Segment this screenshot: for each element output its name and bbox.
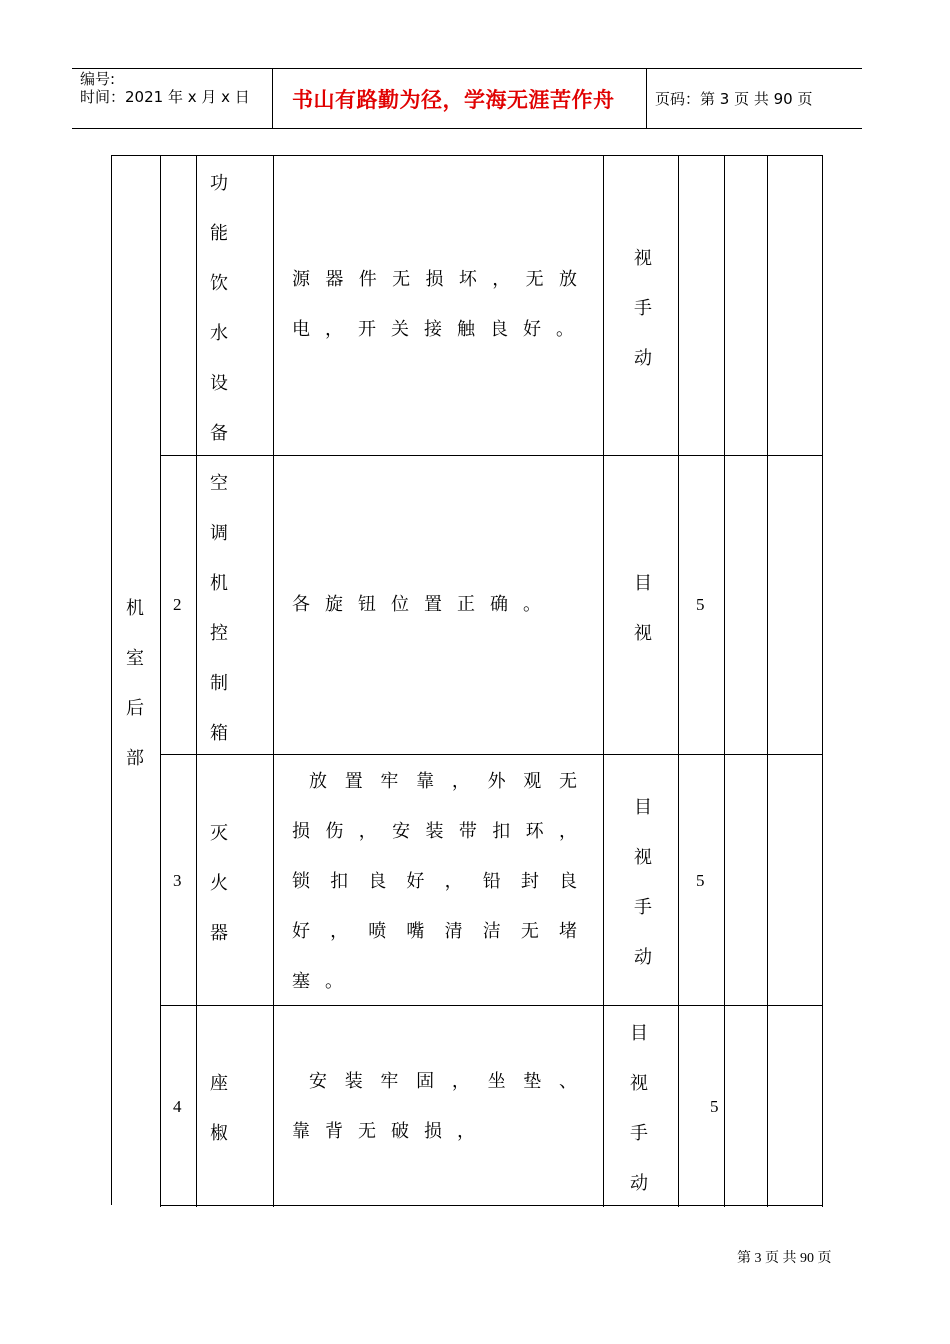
table-col-line-item — [196, 155, 197, 1207]
table-row-2-item: 空调机控制箱 — [207, 473, 228, 773]
header-time-label: 时间：2021 年 x 月 x 日 — [80, 88, 250, 106]
header-top-rule — [72, 68, 862, 69]
table-col-line-no — [160, 155, 161, 1207]
table-col-line-method — [603, 155, 604, 1207]
header-page-label: 页码：第 3 页 共 90 页 — [655, 90, 813, 108]
header-bottom-rule — [72, 128, 862, 129]
table-col-line-desc — [273, 155, 274, 1207]
table-row-line-2 — [160, 754, 823, 755]
table-col-line-extra1 — [724, 155, 725, 1207]
table-row-1-desc: 源器件无损坏，无放电，开关接触良好。 — [292, 269, 592, 340]
table-border-right — [822, 155, 823, 1207]
table-border-top — [111, 155, 823, 156]
table-row-3-desc: 放置牢靠，外观无损伤，安装带扣环，锁扣良好，铅封良好，喷嘴清洁无堵塞。 — [292, 771, 592, 992]
table-row-1-method: 视手动 — [631, 248, 652, 398]
table-row-4-score: 5 — [710, 1097, 719, 1116]
table-border-bottom — [160, 1205, 823, 1206]
table-row-4-desc: 安装牢固，坐垫、靠背无破损， — [292, 1071, 592, 1142]
table-col-line-score — [678, 155, 679, 1207]
table-row-4-method: 目视手动 — [627, 1023, 648, 1223]
table-row-3-item: 灭火器 — [207, 823, 228, 973]
table-row-3-method: 目视手动 — [631, 797, 652, 997]
table-row-2-score: 5 — [696, 595, 705, 614]
table-row-2-desc: 各旋钮位置正确。 — [292, 594, 556, 615]
table-row-2-method: 目视 — [631, 573, 652, 673]
table-row-3-score: 5 — [696, 871, 705, 890]
table-row-line-1 — [160, 455, 823, 456]
table-row-3-no: 3 — [173, 871, 182, 890]
table-row-1-item: 功能饮水设备 — [207, 173, 228, 473]
header-divider-2 — [646, 68, 647, 129]
table-row-2-no: 2 — [173, 595, 182, 614]
section-label: 机室后部 — [123, 598, 144, 798]
table-row-4-item: 座椒 — [207, 1073, 228, 1173]
footer-page-number: 第 3 页 共 90 页 — [737, 1251, 832, 1266]
table-row-4-no: 4 — [173, 1097, 182, 1116]
header-motto: 书山有路勤为径，学海无涯苦作舟 — [292, 88, 615, 112]
table-border-left — [111, 155, 112, 1205]
table-col-line-extra2 — [767, 155, 768, 1207]
header-divider-1 — [272, 68, 273, 129]
header-code-label: 编号: — [80, 70, 116, 88]
